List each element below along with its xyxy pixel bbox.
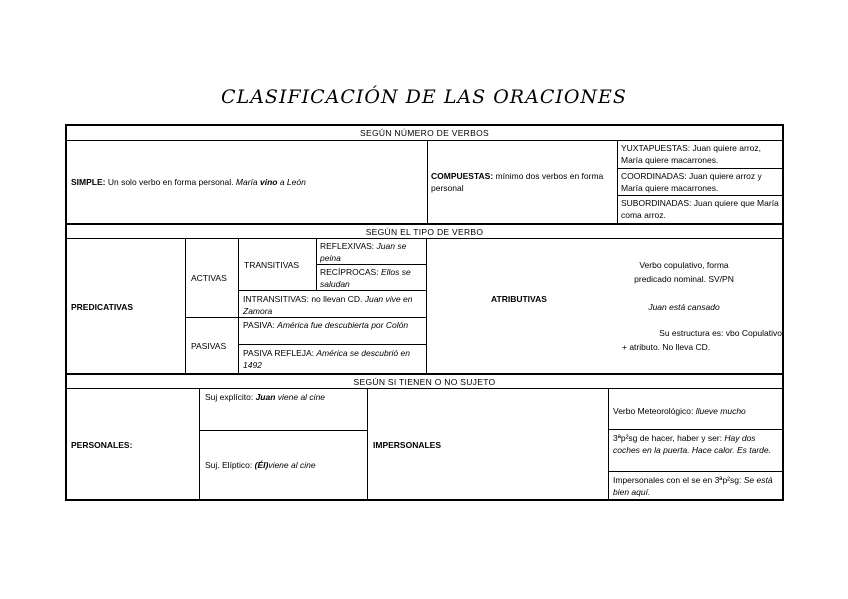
- atributivas-line-3: Su estructura es: vbo Copulativo: [659, 328, 782, 338]
- simple-definition: SIMPLE: Un solo verbo en forma personal. María vino a León: [71, 177, 306, 187]
- predicativas-label: PREDICATIVAS: [71, 302, 134, 312]
- yuxtapuestas-cell: YUXTAPUESTAS: Juan quiere arroz, María quiere macarrones.: [621, 143, 761, 165]
- reciprocas-cell: RECÍPROCAS: Ellos se saludan: [320, 267, 411, 289]
- subordinadas-cell: SUBORDINADAS: Juan quiere que María coma arroz.: [621, 198, 779, 220]
- impersonales-label: IMPERSONALES: [373, 440, 442, 450]
- suj-explicito-cell: Suj explícito: Juan viene al cine: [205, 392, 326, 402]
- section-header-verbos: SEGÚN NÚMERO DE VERBOS: [360, 128, 489, 138]
- section-header-tipo-verbo: SEGÚN EL TIPO DE VERBO: [365, 227, 484, 237]
- coordinadas-cell: COORDINADAS: Juan quiere arroz y María quiere macarrones.: [621, 171, 762, 193]
- reflexivas-cell: REFLEXIVAS: Juan se peina: [320, 241, 407, 263]
- activas-label: ACTIVAS: [191, 273, 227, 283]
- pasiva-refleja-cell: PASIVA REFLEJA: América se descubrió en 1492: [243, 348, 410, 370]
- pasivas-label: PASIVAS: [191, 341, 227, 351]
- atributivas-line-1: Verbo copulativo, forma: [639, 260, 729, 270]
- suj-eliptico-cell: Suj. Elíptico: (Él)viene al cine: [205, 460, 316, 470]
- meteorologico-cell: Verbo Meteorológico: llueve mucho: [613, 406, 746, 416]
- section-header-sujeto: SEGÚN SI TIENEN O NO SUJETO: [353, 377, 496, 387]
- transitivas-label: TRANSITIVAS: [244, 260, 300, 270]
- atributivas-line-2: predicado nominal. SV/PN: [634, 274, 734, 284]
- atributivas-example: Juan está cansado: [648, 302, 720, 312]
- personales-label: PERSONALES:: [71, 440, 133, 450]
- page-title: CLASIFICACIÓN DE LAS ORACIONES: [221, 86, 627, 108]
- haber-hacer-ser-cell: 3ªp²sg de hacer, haber y ser: Hay dos coches en la puerta. Hace calor. Es tarde.: [613, 433, 771, 455]
- intransitivas-cell: INTRANSITIVAS: no llevan CD. Juan vive en Zamora: [243, 294, 413, 316]
- pasiva-cell: PASIVA: América fue descubierta por Colón: [243, 320, 409, 330]
- impersonal-se-cell: Impersonales con el se en 3ªp²sg: Se está bien aquí.: [613, 475, 773, 497]
- compuestas-definition: COMPUESTAS: mínimo dos verbos en forma personal: [431, 171, 604, 193]
- atributivas-label: ATRIBUTIVAS: [491, 294, 547, 304]
- atributivas-line-4: + atributo. No lleva CD.: [622, 342, 711, 352]
